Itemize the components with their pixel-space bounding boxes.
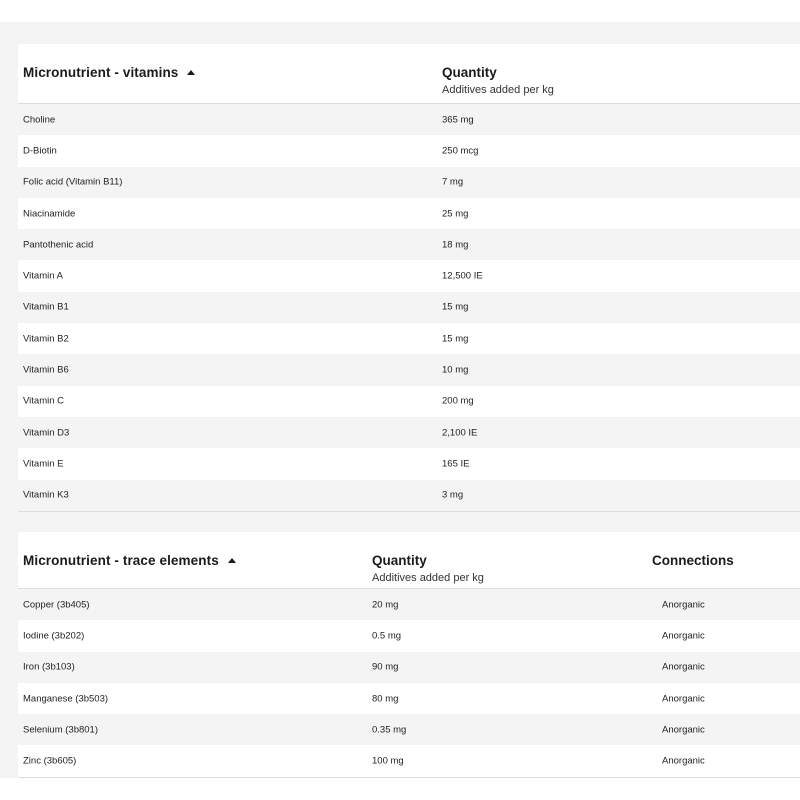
nutrient-connection: Anorganic (662, 724, 705, 736)
nutrient-quantity: 15 mg (442, 333, 469, 345)
trace-sort-header[interactable] (23, 553, 236, 568)
table-row (18, 229, 800, 260)
nutrient-name: Iodine (3b202) (23, 630, 85, 642)
nutrient-name: Manganese (3b503) (23, 693, 109, 705)
nutrient-quantity: 250 mcg (442, 145, 479, 157)
table-row (18, 104, 800, 135)
trace-title: Micronutrient - trace elements (23, 553, 219, 568)
vitamins-table-header (18, 44, 800, 104)
nutrient-quantity: 25 mg (442, 208, 469, 220)
nutrient-connection: Anorganic (662, 599, 705, 611)
nutrient-name: Vitamin B6 (23, 364, 69, 376)
sort-ascending-icon[interactable] (187, 70, 195, 75)
nutrient-quantity: 7 mg (442, 176, 464, 188)
nutrient-quantity: 12,500 IE (442, 270, 483, 282)
nutrient-quantity: 2,100 IE (442, 427, 478, 439)
table-row (18, 323, 800, 354)
nutrient-quantity: 10 mg (442, 364, 469, 376)
nutrient-name: Niacinamide (23, 208, 76, 220)
connections-header (652, 553, 734, 568)
table-row (18, 354, 800, 385)
nutrient-name: Vitamin D3 (23, 427, 70, 439)
table-row (18, 198, 800, 229)
nutrient-name: Vitamin K3 (23, 489, 69, 501)
nutrient-name: Vitamin B1 (23, 301, 69, 313)
nutrient-quantity: 0.35 mg (372, 724, 407, 736)
table-row (18, 260, 800, 291)
table-row (18, 683, 800, 714)
nutrient-quantity: 15 mg (442, 301, 469, 313)
nutrient-name: Vitamin E (23, 458, 64, 470)
nutrient-name: Folic acid (Vitamin B11) (23, 176, 123, 188)
trace-quantity-header (372, 553, 484, 584)
nutrient-quantity: 80 mg (372, 693, 399, 705)
nutrient-quantity: 18 mg (442, 239, 469, 251)
nutrient-quantity: 90 mg (372, 661, 399, 673)
nutrient-name: Vitamin B2 (23, 333, 69, 345)
nutrient-quantity: 100 mg (372, 755, 404, 767)
sort-ascending-icon[interactable] (228, 558, 236, 563)
nutrient-name: Vitamin C (23, 395, 65, 407)
table-row (18, 448, 800, 479)
nutrient-quantity: 3 mg (442, 489, 464, 501)
table-row (18, 386, 800, 417)
nutrient-name: Selenium (3b801) (23, 724, 98, 736)
nutrient-quantity: 20 mg (372, 599, 399, 611)
vitamins-quantity-header (442, 65, 554, 96)
connections-header-label: Connections (652, 553, 734, 568)
nutrient-quantity: 165 IE (442, 458, 470, 470)
nutrient-connection: Anorganic (662, 630, 705, 642)
trace-elements-table (18, 532, 800, 778)
nutrient-quantity: 0.5 mg (372, 630, 402, 642)
nutrient-name: Zinc (3b605) (23, 755, 77, 767)
vitamins-title: Micronutrient - vitamins (23, 65, 179, 80)
nutrient-quantity: 200 mg (442, 395, 474, 407)
nutrient-connection: Anorganic (662, 661, 705, 673)
table-row (18, 714, 800, 745)
nutrient-name: Copper (3b405) (23, 599, 90, 611)
quantity-header-label: Quantity (442, 65, 497, 80)
nutrient-connection: Anorganic (662, 693, 705, 705)
nutrient-quantity: 365 mg (442, 114, 474, 126)
nutrient-name: Vitamin A (23, 270, 63, 282)
trace-table-body (18, 589, 800, 777)
divider (18, 511, 800, 512)
nutrient-name: Choline (23, 114, 56, 126)
divider (18, 777, 800, 778)
nutrient-connection: Anorganic (662, 755, 705, 767)
vitamins-table (18, 44, 800, 512)
table-row (18, 167, 800, 198)
quantity-header-sub: Additives added per kg (442, 84, 554, 96)
table-row (18, 292, 800, 323)
table-row (18, 417, 800, 448)
content-panel (0, 22, 800, 778)
vitamins-table-body (18, 104, 800, 511)
trace-table-header (18, 532, 800, 589)
quantity-header-label: Quantity (372, 553, 427, 568)
table-row (18, 135, 800, 166)
nutrient-name: Iron (3b103) (23, 661, 75, 673)
quantity-header-sub: Additives added per kg (372, 572, 484, 584)
table-row (18, 480, 800, 511)
nutrient-name: D-Biotin (23, 145, 57, 157)
nutrient-name: Pantothenic acid (23, 239, 94, 251)
table-row (18, 745, 800, 776)
table-row (18, 589, 800, 620)
vitamins-sort-header[interactable] (23, 65, 195, 80)
table-row (18, 620, 800, 651)
table-row (18, 652, 800, 683)
